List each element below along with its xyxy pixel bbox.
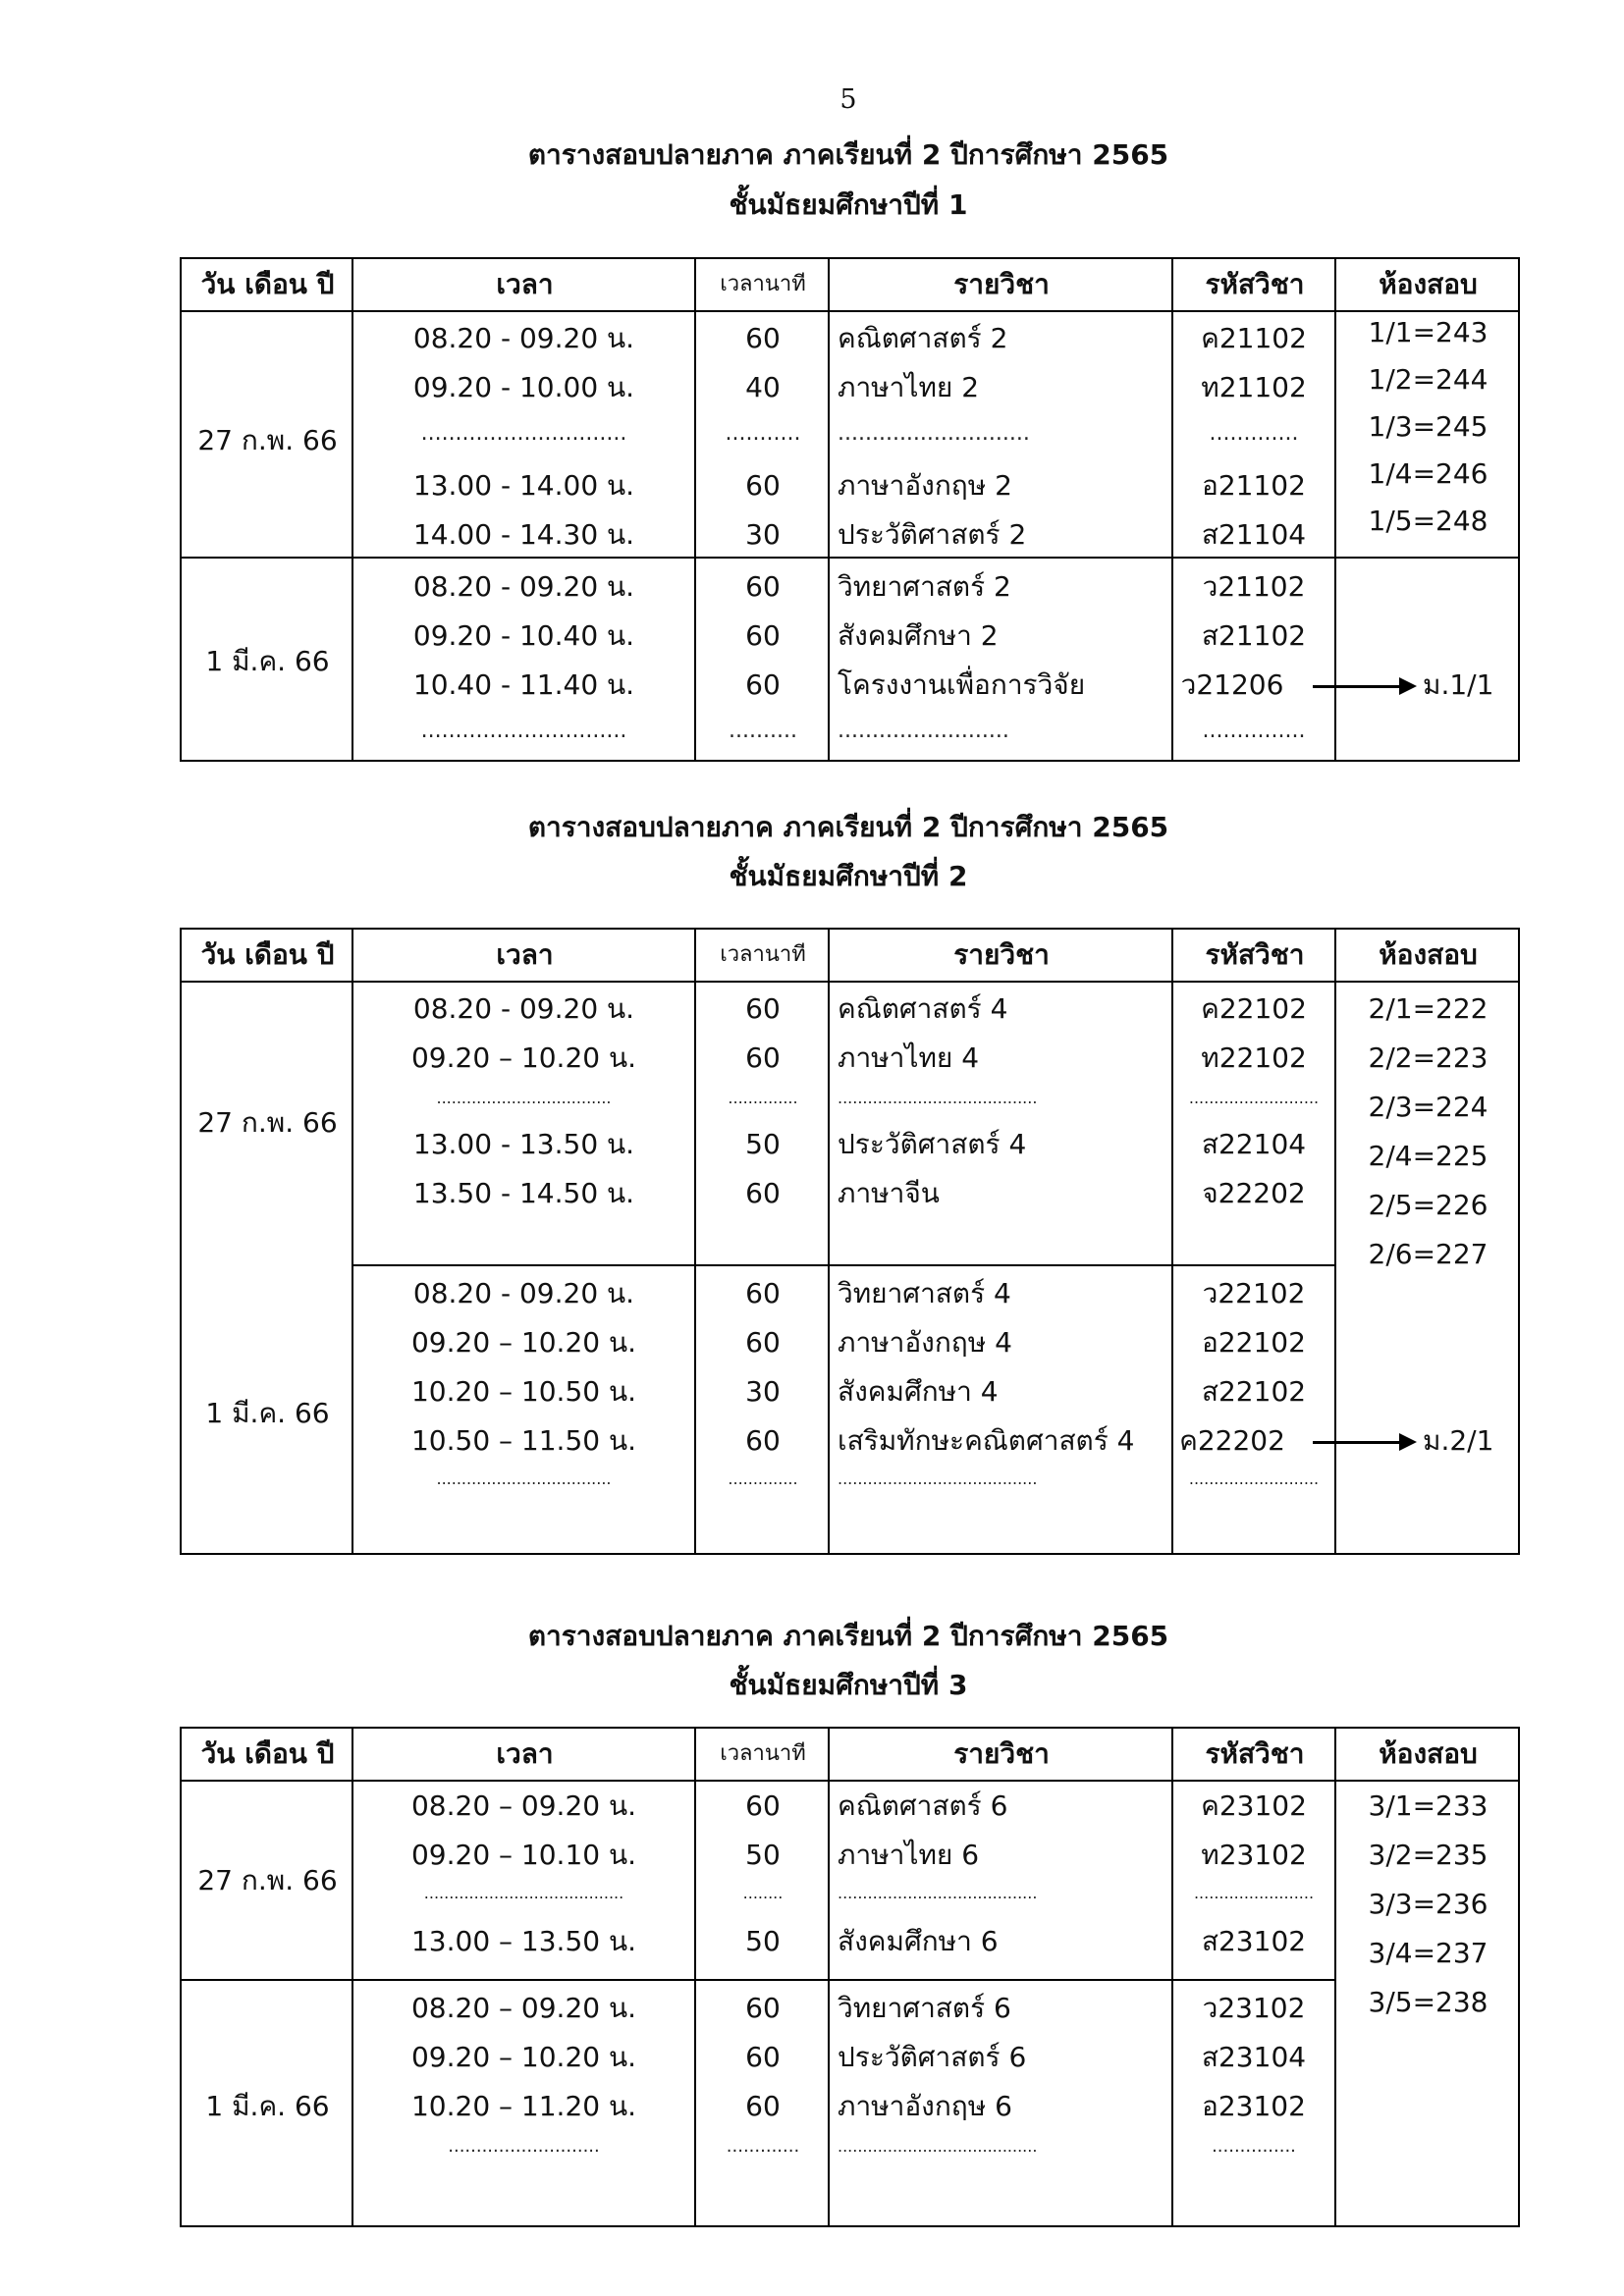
- code-cell: ท21102: [1201, 371, 1307, 403]
- table-row: [182, 1984, 1334, 2033]
- code-cell: ค22102: [1201, 992, 1307, 1025]
- room-item: 3/5=238: [1368, 1986, 1489, 2018]
- code-cell: ว21206: [1180, 668, 1284, 701]
- minutes-cell: 60: [745, 570, 781, 603]
- subject-cell: คณิตศาสตร์ 4: [838, 992, 1008, 1025]
- subject-cell: วิทยาศาสตร์ 6: [838, 1992, 1011, 2024]
- time-cell: 10.20 – 10.50 น.: [410, 1375, 637, 1408]
- minutes-cell: 30: [745, 518, 781, 551]
- header-minutes: เวลานาที: [720, 272, 806, 296]
- code-cell: ส23104: [1201, 2041, 1307, 2073]
- table-row: [182, 612, 1334, 661]
- subject-cell: สังคมศึกษา 4: [838, 1375, 999, 1408]
- subject-cell: ........................................: [838, 1469, 1038, 1488]
- table-row-blank: [182, 2125, 1334, 2174]
- table-row: [182, 510, 1334, 560]
- table-header: [182, 1729, 1518, 1782]
- table-row: [182, 562, 1334, 612]
- minutes-cell: ..............: [728, 1089, 798, 1107]
- minutes-cell: 50: [745, 1128, 781, 1160]
- table-row: [182, 1269, 1334, 1318]
- time-cell: 09.20 - 10.40 น.: [412, 619, 635, 652]
- code-cell: ..........................: [1188, 1469, 1320, 1488]
- time-cell: ..............................: [420, 421, 627, 446]
- subject-cell: วิทยาศาสตร์ 4: [838, 1277, 1011, 1309]
- minutes-cell: ........: [742, 1884, 784, 1902]
- header-date: วัน เดือน ปี: [200, 268, 335, 300]
- code-cell: อ23102: [1202, 2090, 1306, 2122]
- code-cell: ค21102: [1201, 322, 1307, 354]
- arrow-room-label: ม.1/1: [1423, 668, 1494, 701]
- time-cell: 09.20 – 10.20 น.: [410, 2041, 637, 2073]
- room-item: 3/3=236: [1368, 1888, 1489, 1920]
- time-cell: 08.20 – 09.20 น.: [410, 1789, 637, 1822]
- table-row-blank: [182, 710, 1334, 759]
- room-item: 2/3=224: [1368, 1091, 1489, 1123]
- code-cell: ส23102: [1201, 1925, 1307, 1957]
- subject-cell: ประวัติศาสตร์ 6: [838, 2041, 1027, 2073]
- code-cell: อ22102: [1202, 1326, 1306, 1359]
- time-cell: 08.20 - 09.20 น.: [412, 570, 635, 603]
- date-cell: 1 มี.ค. 66: [205, 2090, 330, 2122]
- minutes-cell: 60: [745, 1041, 781, 1074]
- subject-cell: ภาษาอังกฤษ 2: [838, 469, 1012, 502]
- exam-table-m3: [180, 1727, 1520, 2227]
- time-cell: ...................................: [436, 1089, 612, 1107]
- subject-cell: วิทยาศาสตร์ 2: [838, 570, 1011, 603]
- minutes-cell: 60: [745, 992, 781, 1025]
- code-cell: ค23102: [1201, 1789, 1307, 1822]
- section-3-subtitle: ชั้นมัธยมศึกษาปีที่ 3: [729, 1669, 968, 1701]
- code-cell: ส21102: [1201, 619, 1307, 652]
- code-cell: ท22102: [1201, 1041, 1307, 1074]
- time-cell: 10.40 - 11.40 น.: [412, 668, 635, 701]
- table-row: [182, 1367, 1334, 1416]
- time-cell: 09.20 – 10.20 น.: [410, 1041, 637, 1074]
- section-2-title: ตารางสอบปลายภาค ภาคเรียนที่ 2 ปีการศึกษา 2565: [527, 811, 1169, 843]
- date-cell: 1 มี.ค. 66: [205, 1397, 330, 1429]
- code-cell: ว22102: [1202, 1277, 1306, 1309]
- table-row-blank: [182, 1458, 1334, 1507]
- table-row: [182, 314, 1334, 363]
- table-row: [182, 985, 1334, 1034]
- subject-cell: ............................: [838, 421, 1030, 446]
- section-3-title: ตารางสอบปลายภาค ภาคเรียนที่ 2 ปีการศึกษา 2565: [527, 1620, 1169, 1652]
- code-cell: ท23102: [1201, 1839, 1307, 1871]
- time-cell: 13.00 - 13.50 น.: [412, 1128, 635, 1160]
- time-cell: 09.20 – 10.20 น.: [410, 1326, 637, 1359]
- subject-cell: ภาษาอังกฤษ 6: [838, 2090, 1012, 2122]
- minutes-cell: 60: [745, 1992, 781, 2024]
- code-cell: ส22102: [1201, 1375, 1307, 1408]
- minutes-cell: 50: [745, 1839, 781, 1871]
- time-cell: 13.00 - 14.00 น.: [412, 469, 635, 502]
- room-item: 2/1=222: [1368, 992, 1489, 1025]
- minutes-cell: 60: [745, 1326, 781, 1359]
- time-cell: 14.00 - 14.30 น.: [412, 518, 635, 551]
- subject-cell: คณิตศาสตร์ 6: [838, 1789, 1008, 1822]
- table-row: [182, 2082, 1334, 2131]
- room-item: 1/1=243: [1368, 316, 1489, 348]
- code-cell: ว23102: [1202, 1992, 1306, 2024]
- time-cell: 10.20 – 11.20 น.: [410, 2090, 637, 2122]
- code-cell: ........................: [1193, 1884, 1315, 1902]
- subject-cell: โครงงานเพื่อการวิจัย: [838, 668, 1086, 701]
- minutes-cell: 60: [745, 1277, 781, 1309]
- room-item: 2/6=227: [1368, 1238, 1489, 1270]
- minutes-cell: 50: [745, 1925, 781, 1957]
- code-cell: ...............: [1202, 719, 1306, 743]
- minutes-cell: 30: [745, 1375, 781, 1408]
- header-subject: รายวิชา: [953, 938, 1050, 971]
- room-item: 1/4=246: [1368, 457, 1489, 490]
- header-code: รหัสวิชา: [1205, 268, 1305, 300]
- code-cell: ..........................: [1188, 1089, 1320, 1107]
- room-item: 3/1=233: [1368, 1789, 1489, 1822]
- exam-table-m2: [180, 928, 1520, 1555]
- header-code: รหัสวิชา: [1205, 1737, 1305, 1770]
- date-cell: 27 ก.พ. 66: [197, 1864, 338, 1896]
- code-cell: ค22202: [1179, 1424, 1285, 1457]
- subject-cell: ประวัติศาสตร์ 4: [838, 1128, 1027, 1160]
- room-item: 3/2=235: [1368, 1839, 1489, 1871]
- table-row: [182, 1034, 1334, 1083]
- minutes-cell: 60: [745, 322, 781, 354]
- subject-cell: ภาษาไทย 4: [838, 1041, 980, 1074]
- minutes-cell: 60: [745, 1424, 781, 1457]
- time-cell: 09.20 – 10.10 น.: [410, 1839, 637, 1871]
- minutes-cell: 60: [745, 1789, 781, 1822]
- time-cell: 13.50 - 14.50 น.: [412, 1177, 635, 1209]
- room-item: 1/2=244: [1368, 363, 1489, 396]
- table-row: [182, 1917, 1334, 1966]
- time-cell: 09.20 - 10.00 น.: [412, 371, 635, 403]
- header-subject: รายวิชา: [953, 268, 1050, 300]
- table-row-blank: [182, 412, 1334, 461]
- room-item: 2/2=223: [1368, 1041, 1489, 1074]
- subject-cell: คณิตศาสตร์ 2: [838, 322, 1008, 354]
- header-code: รหัสวิชา: [1205, 938, 1305, 971]
- header-room: ห้องสอบ: [1379, 938, 1478, 971]
- minutes-cell: 60: [745, 668, 781, 701]
- room-item: 1/5=248: [1368, 505, 1489, 537]
- minutes-cell: ...........: [725, 421, 801, 446]
- subject-cell: ภาษาจีน: [838, 1177, 940, 1209]
- code-cell: อ21102: [1202, 469, 1306, 502]
- table-row: [182, 661, 1334, 710]
- subject-cell: ภาษาอังกฤษ 4: [838, 1326, 1012, 1359]
- code-cell: ส21104: [1201, 518, 1307, 551]
- time-cell: 10.50 – 11.50 น.: [410, 1424, 637, 1457]
- date-cell: 1 มี.ค. 66: [205, 645, 330, 677]
- table-row: [182, 1120, 1334, 1169]
- date-cell: 27 ก.พ. 66: [197, 424, 338, 456]
- code-cell: ...............: [1212, 2136, 1296, 2157]
- header-date: วัน เดือน ปี: [200, 938, 335, 971]
- header-date: วัน เดือน ปี: [200, 1737, 335, 1770]
- table-row-blank: [182, 1872, 1334, 1921]
- subject-cell: ภาษาไทย 2: [838, 371, 980, 403]
- room-item: 3/4=237: [1368, 1937, 1489, 1969]
- table-row: [182, 1782, 1334, 1831]
- subject-cell: ........................................: [838, 2137, 1038, 2156]
- minutes-cell: 60: [745, 619, 781, 652]
- code-cell: จ22202: [1202, 1177, 1306, 1209]
- section-2-subtitle: ชั้นมัธยมศึกษาปีที่ 2: [729, 860, 968, 892]
- subject-cell: สังคมศึกษา 6: [838, 1925, 999, 1957]
- minutes-cell: ..........: [729, 719, 797, 743]
- table-row-blank: [182, 1077, 1334, 1126]
- subject-cell: ........................................: [838, 1884, 1038, 1902]
- arrow-head-icon: [1399, 677, 1417, 695]
- minutes-cell: 60: [745, 2090, 781, 2122]
- subject-cell: ภาษาไทย 6: [838, 1839, 980, 1871]
- table-row: [182, 2033, 1334, 2082]
- header-minutes: เวลานาที: [720, 942, 806, 967]
- room-item: 2/5=226: [1368, 1189, 1489, 1221]
- room-item: 1/3=245: [1368, 410, 1489, 443]
- arrow-room-label: ม.2/1: [1423, 1424, 1494, 1457]
- time-cell: 08.20 - 09.20 น.: [412, 992, 635, 1025]
- subject-cell: สังคมศึกษา 2: [838, 619, 999, 652]
- table-row: [182, 461, 1334, 510]
- time-cell: 08.20 – 09.20 น.: [410, 1992, 637, 2024]
- minutes-cell: ..............: [728, 1469, 798, 1488]
- code-cell: ส22104: [1201, 1128, 1307, 1160]
- code-cell: .............: [1209, 421, 1299, 446]
- day-divider: [182, 1979, 1336, 1981]
- subject-cell: เสริมทักษะคณิตศาสตร์ 4: [838, 1424, 1135, 1457]
- table-row: [182, 1169, 1334, 1218]
- header-time: เวลา: [496, 268, 554, 300]
- minutes-cell: 60: [745, 469, 781, 502]
- table-header: [182, 930, 1518, 983]
- subject-cell: ........................................: [838, 1089, 1038, 1107]
- arrow-line: [1313, 1441, 1399, 1444]
- header-subject: รายวิชา: [953, 1737, 1050, 1770]
- time-cell: 08.20 - 09.20 น.: [412, 322, 635, 354]
- section-1-title: ตารางสอบปลายภาค ภาคเรียนที่ 2 ปีการศึกษา 2565: [527, 138, 1169, 171]
- room-item: 2/4=225: [1368, 1140, 1489, 1172]
- time-cell: 08.20 - 09.20 น.: [412, 1277, 635, 1309]
- exam-table-m1: [180, 257, 1520, 762]
- time-cell: ..............................: [420, 719, 627, 743]
- arrow-line: [1313, 685, 1399, 688]
- time-cell: ........................................: [423, 1884, 624, 1902]
- minutes-cell: 60: [745, 1177, 781, 1209]
- date-cell: 27 ก.พ. 66: [197, 1106, 338, 1139]
- header-time: เวลา: [496, 938, 554, 971]
- section-1-subtitle: ชั้นมัธยมศึกษาปีที่ 1: [729, 188, 968, 221]
- arrow-head-icon: [1399, 1433, 1417, 1451]
- subject-cell: ประวัติศาสตร์ 2: [838, 518, 1027, 551]
- time-cell: ...........................: [448, 2136, 600, 2157]
- minutes-cell: 60: [745, 2041, 781, 2073]
- minutes-cell: .............: [726, 2136, 800, 2157]
- page-number: 5: [839, 84, 857, 115]
- subject-cell: .........................: [838, 719, 1009, 743]
- header-room: ห้องสอบ: [1379, 268, 1478, 300]
- minutes-cell: 40: [745, 371, 781, 403]
- time-cell: 13.00 – 13.50 น.: [410, 1925, 637, 1957]
- code-cell: ว21102: [1202, 570, 1306, 603]
- table-row: [182, 1318, 1334, 1367]
- table-header: [182, 259, 1518, 312]
- header-minutes: เวลานาที: [720, 1741, 806, 1766]
- day-divider: [352, 1264, 1336, 1266]
- time-cell: ...................................: [436, 1469, 612, 1488]
- header-time: เวลา: [496, 1737, 554, 1770]
- header-room: ห้องสอบ: [1379, 1737, 1478, 1770]
- table-row: [182, 363, 1334, 412]
